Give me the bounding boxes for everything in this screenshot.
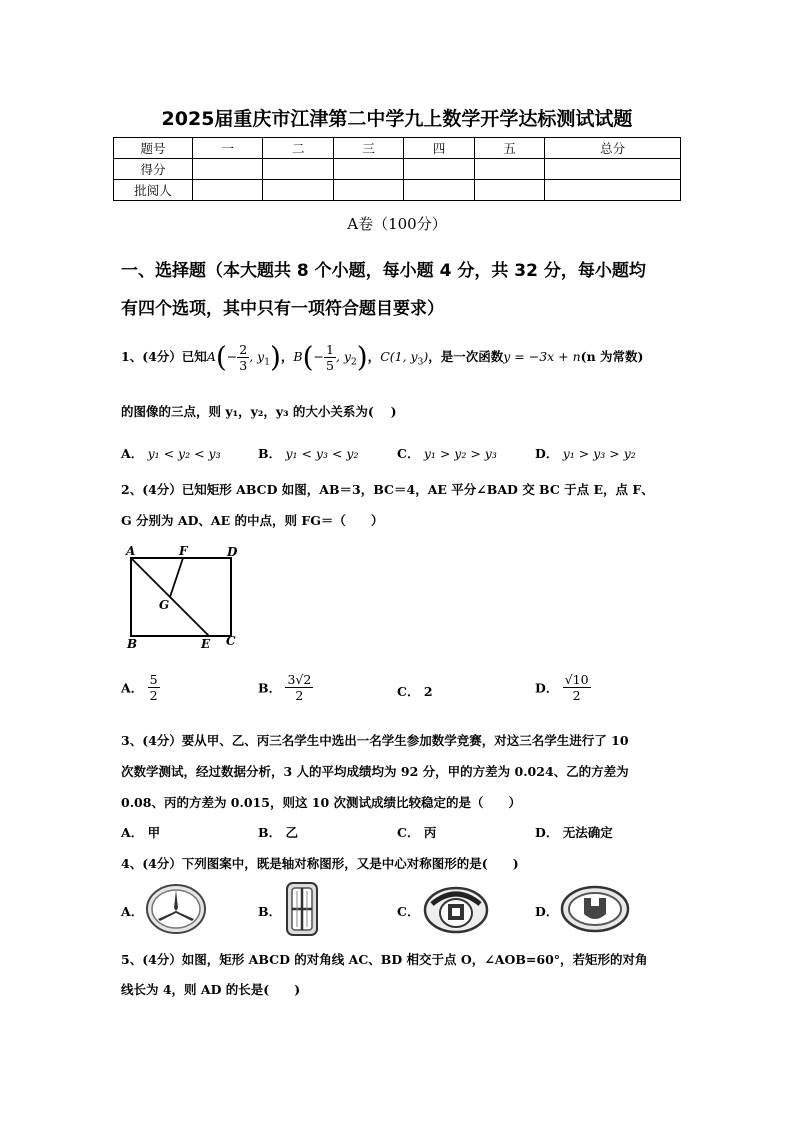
score-table-row	[114, 180, 681, 201]
score-table-cell	[333, 159, 403, 180]
question-2-line1: 2、(4分）已知矩形 ABCD 如图，AB＝3，BC＝4，AE 平分∠BAD 交 BC 于点 E，点 F、	[121, 482, 654, 497]
question-1-option-d[interactable]: D． y₁ > y₃ > y₂	[535, 446, 636, 461]
point-c: C(1, y	[380, 349, 418, 364]
question-3-option-c[interactable]: C． 丙	[397, 825, 437, 840]
section-a-heading: A卷（100分）	[347, 215, 447, 233]
part1-heading-line2: 有四个选项，其中只有一项符合题目要求）	[121, 299, 444, 319]
score-table-cell	[263, 159, 333, 180]
question-3-option-d[interactable]: D． 无法确定	[535, 825, 613, 840]
label-c: C	[226, 634, 236, 648]
question-4-option-d[interactable]: D．	[535, 904, 559, 919]
point-a-letter: A	[206, 349, 216, 364]
question-2-option-c[interactable]: C． 2	[397, 684, 433, 699]
part1-heading-line1: 一、选择题（本大题共 8 个小题，每小题 4 分，共 32 分，每小题均	[121, 261, 646, 281]
linear-function: y = −3x + n	[503, 349, 581, 364]
question-4-line1: 4、(4分）下列图案中，既是轴对称图形，又是中心对称图形的是( )	[121, 856, 519, 871]
score-table-cell	[193, 180, 263, 201]
point-b-letter: B	[293, 349, 303, 364]
score-table-header-cell: 四	[404, 138, 474, 159]
question-5-line2: 线长为 4，则 AD 的长是( )	[121, 982, 301, 997]
question-1-option-c[interactable]: C． y₁ > y₂ > y₃	[397, 446, 497, 461]
label-a: A	[126, 544, 136, 558]
score-table-cell	[545, 159, 681, 180]
score-table-header-cell: 总分	[545, 138, 681, 159]
score-table-header-cell: 一	[193, 138, 263, 159]
question-3-option-a[interactable]: A． 甲	[121, 825, 161, 840]
label-f: F	[179, 544, 188, 558]
question-2-option-a[interactable]: A． $\frac{5}{2}$	[121, 672, 158, 703]
question-5-line1: 5、(4分）如图，矩形 ABCD 的对角线 AC、BD 相交于点 O，∠AOB=60°，若矩形的对角	[121, 952, 648, 967]
question-1-line2: 的图像的三点，则 y₁，y₂，y₃ 的大小关系为( )	[121, 404, 397, 419]
question-3-line2: 次数学测试，经过数据分析，3 人的平均成绩均为 92 分，甲的方差为 0.024、乙的方差为	[121, 764, 629, 779]
point-a-fraction: $\frac{2}{3}$	[239, 342, 248, 373]
score-table-cell	[474, 159, 544, 180]
question-1-line1: 1、(4分）已知A(− $\frac{2}{3}$ , $y_1$)，B(− $\frac{1}{5}$ , $y_2$)，C(1, $y_3$)，是一次函数y = −3x + n(n 为常数)	[121, 340, 644, 374]
score-table-row-label: 批阅人	[114, 180, 193, 201]
score-table-cell	[404, 180, 474, 201]
score-table-header-cell: 三	[333, 138, 403, 159]
great-wall-logo-icon	[560, 884, 630, 934]
point-b-fraction: $\frac{1}{5}$	[326, 342, 334, 373]
question-1-option-a[interactable]: A． y₁ < y₂ < y₃	[121, 446, 221, 461]
score-table-cell	[193, 159, 263, 180]
question-3-line1: 3、(4分）要从甲、乙、丙三名学生中选出一名学生参加数学竞赛，对这三名学生进行了 10	[121, 733, 629, 748]
question-2-option-b[interactable]: B． $\frac{3√2}{2}$	[258, 672, 312, 703]
segment-fg	[170, 558, 183, 597]
mercedes-logo-icon	[145, 882, 207, 936]
question-3-option-b[interactable]: B． 乙	[258, 825, 298, 840]
brilliance-logo-icon	[422, 882, 490, 936]
score-table-cell	[263, 180, 333, 201]
question-4-option-c[interactable]: C．	[397, 904, 420, 919]
question-1-option-b[interactable]: B． y₁ < y₃ < y₂	[258, 446, 359, 461]
score-table-cell	[404, 159, 474, 180]
page-title: 2025届重庆市江津第二中学九上数学开学达标测试试题	[161, 108, 633, 130]
question-3-line3: 0.08、丙的方差为 0.015，则这 10 次测试成绩比较稳定的是（ ）	[121, 795, 522, 810]
rectangle-figure	[122, 542, 244, 652]
score-table-header-row	[114, 138, 681, 159]
question-2-line2: G 分别为 AD、AE 的中点，则 FG＝（ ）	[121, 513, 384, 528]
question-2-option-d[interactable]: D． $\frac{√10}{2}$	[535, 672, 589, 703]
score-table-cell	[333, 180, 403, 201]
constant-note: (n 为常数)	[580, 349, 644, 364]
score-table-cell	[474, 180, 544, 201]
lincoln-logo-icon	[284, 881, 320, 937]
label-g: G	[159, 598, 170, 612]
score-table-header-cell: 五	[474, 138, 544, 159]
score-table-row-label: 得分	[114, 159, 193, 180]
score-table-row	[114, 159, 681, 180]
label-e: E	[201, 637, 211, 651]
label-d: D	[227, 545, 238, 559]
score-table-header-cell: 二	[263, 138, 333, 159]
label-b: B	[127, 637, 138, 651]
score-table	[113, 137, 681, 201]
score-table-cell	[545, 180, 681, 201]
score-table-header-cell: 题号	[114, 138, 193, 159]
question-1-prefix: 1、(4分）已知	[121, 349, 207, 364]
question-4-option-b[interactable]: B．	[258, 904, 282, 919]
question-4-option-a[interactable]: A．	[121, 904, 144, 919]
rectangle-abcd	[131, 558, 231, 636]
